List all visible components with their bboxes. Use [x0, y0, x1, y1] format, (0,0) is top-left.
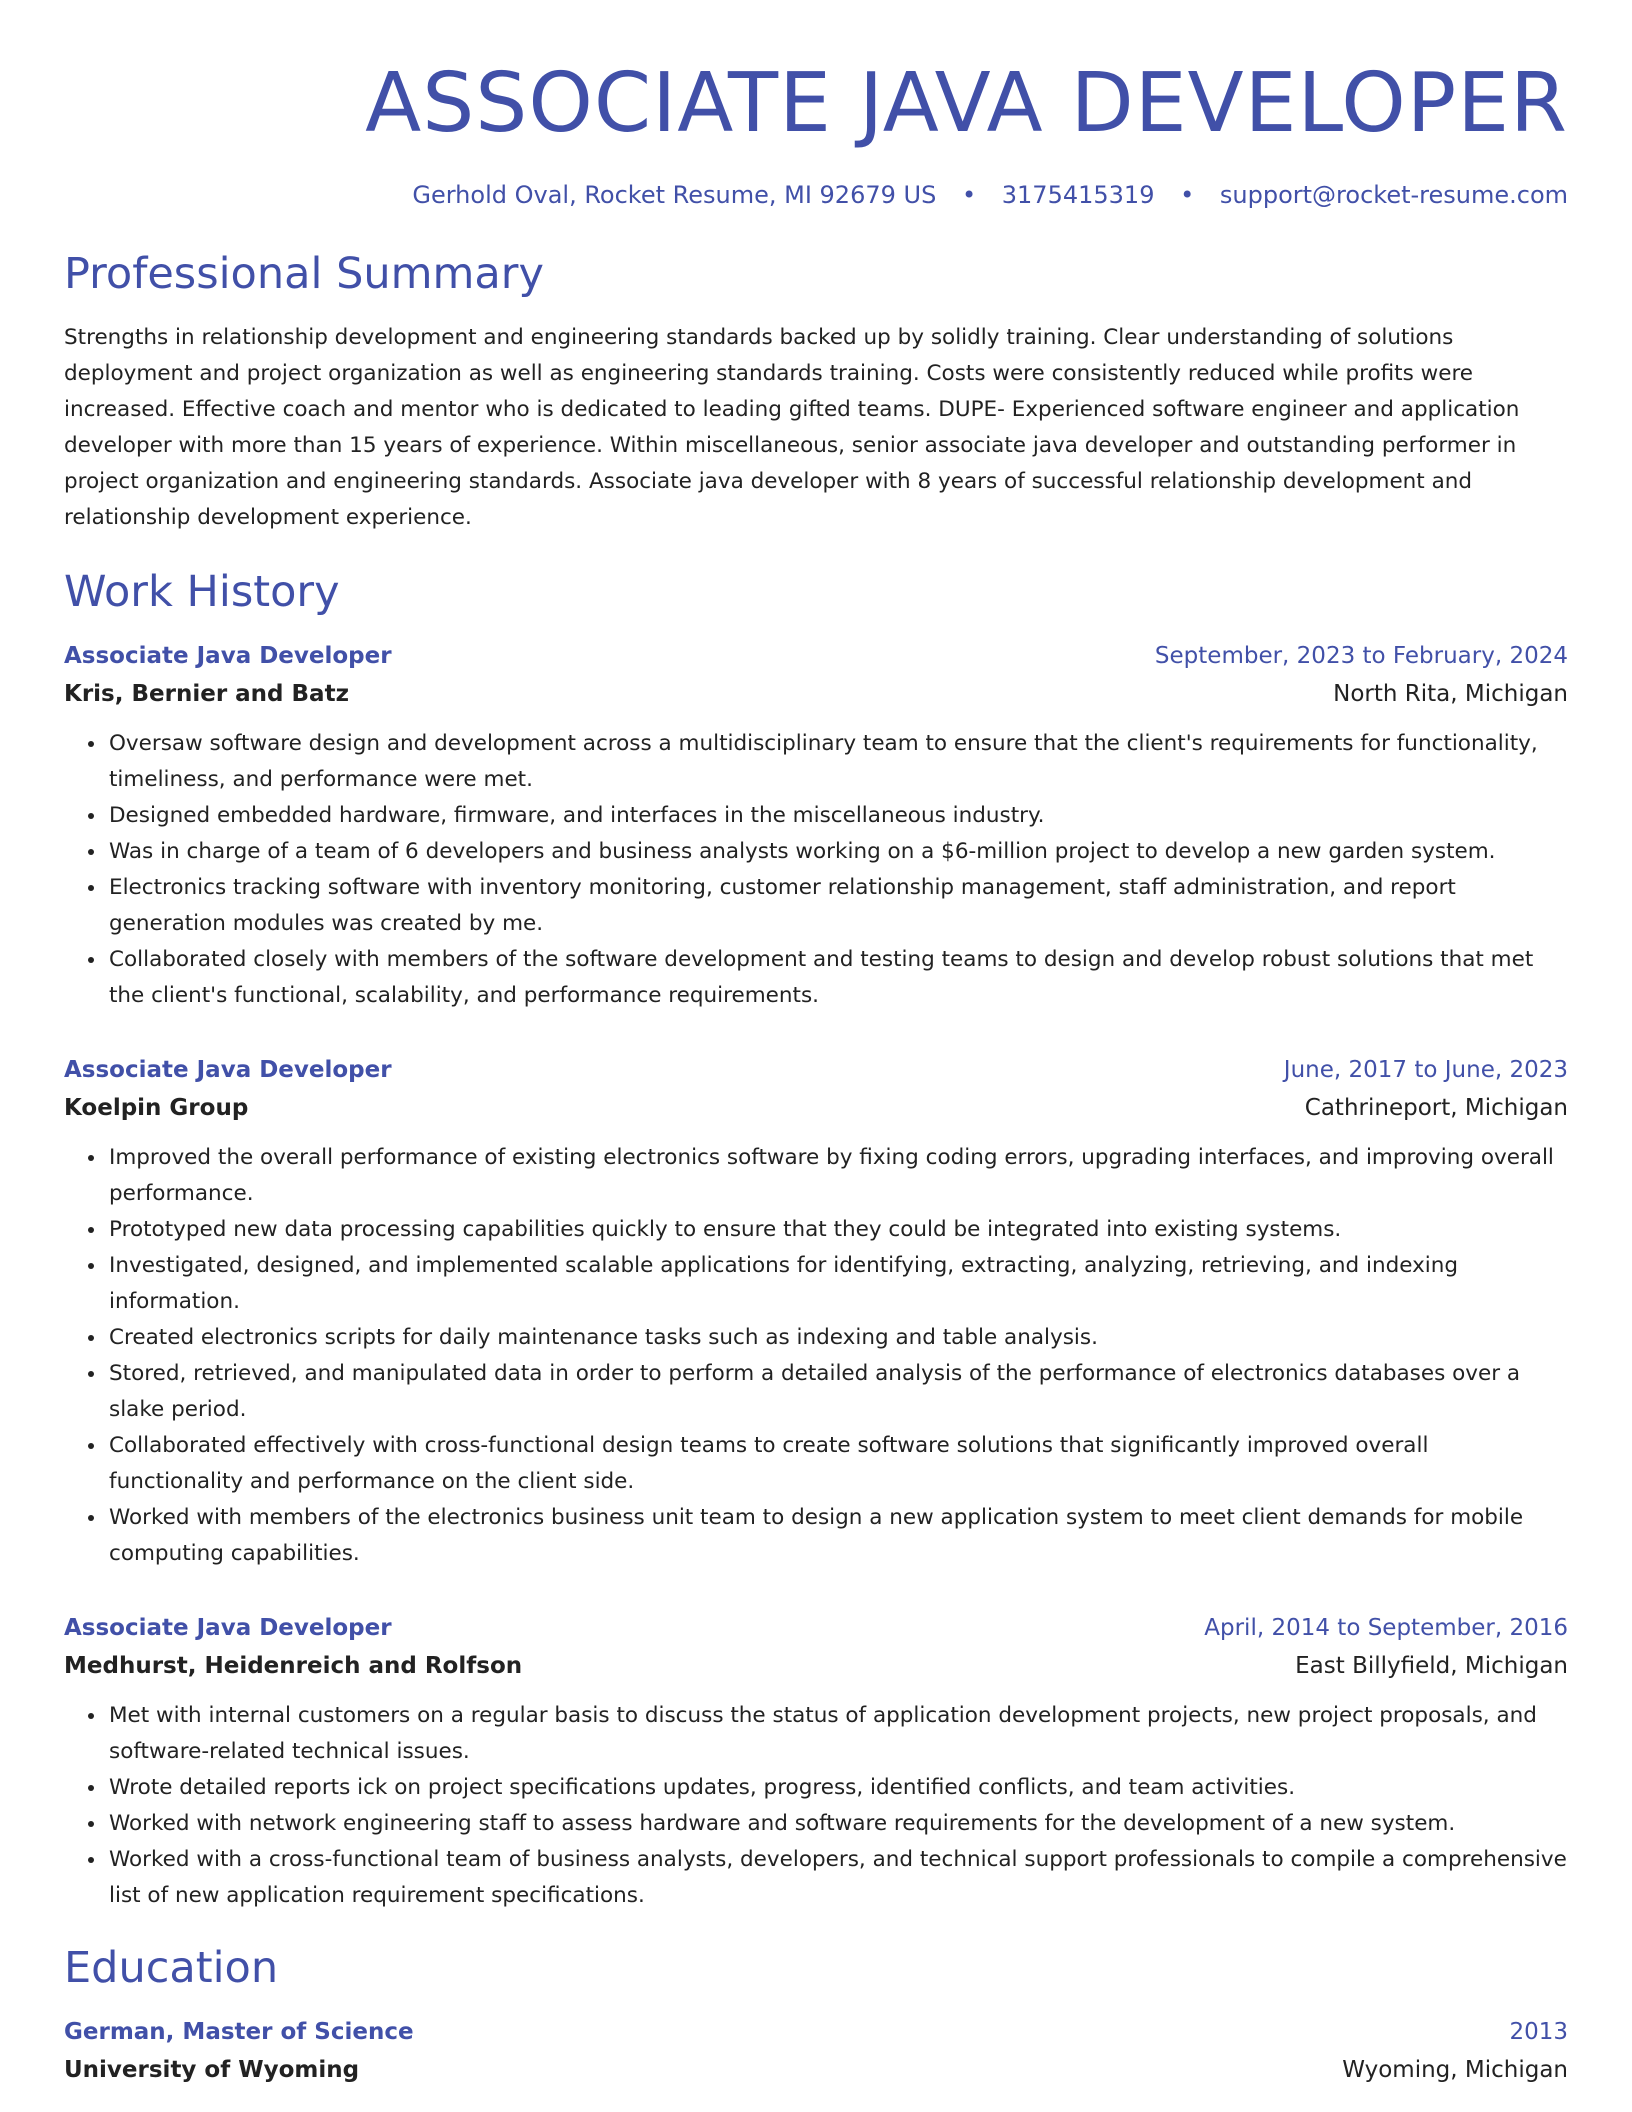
- contact-line: [64, 178, 1568, 212]
- job-header-row: [64, 638, 1568, 674]
- bullet-item: • Improved the overall performance of existing electronics software by fixing coding errors, upgrading interfaces, and improving overall performance.: [107, 1140, 1568, 1212]
- bullet-item: • Oversaw software design and development across a multidisciplinary team to ensure that the client's requirements for functionality, timeliness, and performance were met.: [107, 726, 1568, 798]
- bullet-item: • Designed embedded hardware, firmware, and interfaces in the miscellaneous industry.: [107, 798, 1568, 834]
- job-entry: [64, 638, 1568, 1014]
- education-location: Wyoming, Michigan: [1342, 2057, 1568, 2083]
- job-company: Koelpin Group: [64, 1095, 249, 1121]
- bullet-item: • Prototyped new data processing capabilities quickly to ensure that they could be integrated into existing systems.: [107, 1212, 1568, 1248]
- job-company-row: [64, 1646, 1568, 1686]
- bullet-item: • Created electronics scripts for daily maintenance tasks such as indexing and table analysis.: [107, 1320, 1568, 1356]
- job-bullets: [64, 1140, 1568, 1572]
- job-location: East Billyfield, Michigan: [1295, 1653, 1568, 1679]
- education-header-row: [64, 2014, 1568, 2050]
- job-title: Associate Java Developer: [64, 1057, 392, 1083]
- job-header-row: [64, 1052, 1568, 1088]
- bullet-item: • Wrote detailed reports ick on project specifications updates, progress, identified conflicts, and team activities.: [107, 1770, 1568, 1806]
- job-bullets: [64, 1698, 1568, 1914]
- education-school-row: [64, 2050, 1568, 2090]
- contact-email: support@rocket-resume.com: [1219, 181, 1568, 209]
- bullet-item: • Worked with network engineering staff to assess hardware and software requirements for the development of a new system.: [107, 1806, 1568, 1842]
- work-history-heading: Work History: [64, 567, 340, 617]
- education-school: University of Wyoming: [64, 2057, 360, 2083]
- job-entry: [64, 1052, 1568, 1572]
- contact-separator: •: [1180, 181, 1195, 209]
- bullet-item: • Collaborated effectively with cross-functional design teams to create software solutions that significantly improved overall functionality and performance on the client side.: [107, 1428, 1568, 1500]
- bullet-item: • Worked with a cross-functional team of business analysts, developers, and technical support professionals to compile a comprehensive list of new application requirement specifications.: [107, 1842, 1568, 1914]
- job-bullets: [64, 726, 1568, 1014]
- candidate-name: ASSOCIATE JAVA DEVELOPER: [365, 56, 1568, 151]
- job-company-row: [64, 674, 1568, 714]
- job-company: Kris, Bernier and Batz: [64, 681, 349, 707]
- job-header-row: [64, 1610, 1568, 1646]
- bullet-item: • Electronics tracking software with inventory monitoring, customer relationship management, staff administration, and report generation modules was created by me.: [107, 870, 1568, 942]
- bullet-item: • Met with internal customers on a regular basis to discuss the status of application development projects, new project proposals, and software-related technical issues.: [107, 1698, 1568, 1770]
- education-entry: [64, 2014, 1568, 2090]
- bullet-item: • Investigated, designed, and implemented scalable applications for identifying, extracting, analyzing, retrieving, and indexing information.: [107, 1248, 1568, 1320]
- job-dates: September, 2023 to February, 2024: [1154, 643, 1568, 669]
- job-company-row: [64, 1088, 1568, 1128]
- job-location: Cathrineport, Michigan: [1304, 1095, 1568, 1121]
- job-title: Associate Java Developer: [64, 1615, 392, 1641]
- bullet-item: • Was in charge of a team of 6 developers and business analysts working on a $6-million project to develop a new garden system.: [107, 834, 1568, 870]
- job-location: North Rita, Michigan: [1333, 681, 1568, 707]
- summary-heading: Professional Summary: [64, 249, 544, 299]
- resume-header: [64, 52, 1568, 212]
- job-dates: April, 2014 to September, 2016: [1204, 1615, 1568, 1641]
- contact-address: Gerhold Oval, Rocket Resume, MI 92679 US: [412, 181, 937, 209]
- contact-phone: 3175415319: [1001, 181, 1155, 209]
- contact-separator: •: [961, 181, 977, 209]
- job-title: Associate Java Developer: [64, 643, 392, 669]
- education-degree: German, Master of Science: [64, 2019, 414, 2045]
- bullet-item: • Stored, retrieved, and manipulated data in order to perform a detailed analysis of the performance of electronics databases over a slake period.: [107, 1356, 1568, 1428]
- summary-text: Strengths in relationship development and engineering standards backed up by solidly training. Clear understanding of solutions deployment and project organization as well as engineering standards training. Costs were consistently reduced while profits were increased. Effective coach and mentor who is dedicated to leading gifted teams. DUPE- Experienced software engineer and application developer with more than 15 years of experience. Within miscellaneous, senior associate java developer and outstanding performer in project organization and engineering standards. Associate java developer with 8 years of successful relationship development and relationship development experience.: [64, 325, 1520, 530]
- education-heading: Education: [64, 1943, 279, 1993]
- job-entry: [64, 1610, 1568, 1914]
- bullet-item: • Worked with members of the electronics business unit team to design a new application system to meet client demands for mobile computing capabilities.: [107, 1500, 1568, 1572]
- bullet-item: • Collaborated closely with members of the software development and testing teams to design and develop robust solutions that met the client's functional, scalability, and performance requirements.: [107, 942, 1568, 1014]
- job-company: Medhurst, Heidenreich and Rolfson: [64, 1653, 523, 1679]
- job-dates: June, 2017 to June, 2023: [1283, 1057, 1568, 1083]
- education-year: 2013: [1509, 2019, 1568, 2045]
